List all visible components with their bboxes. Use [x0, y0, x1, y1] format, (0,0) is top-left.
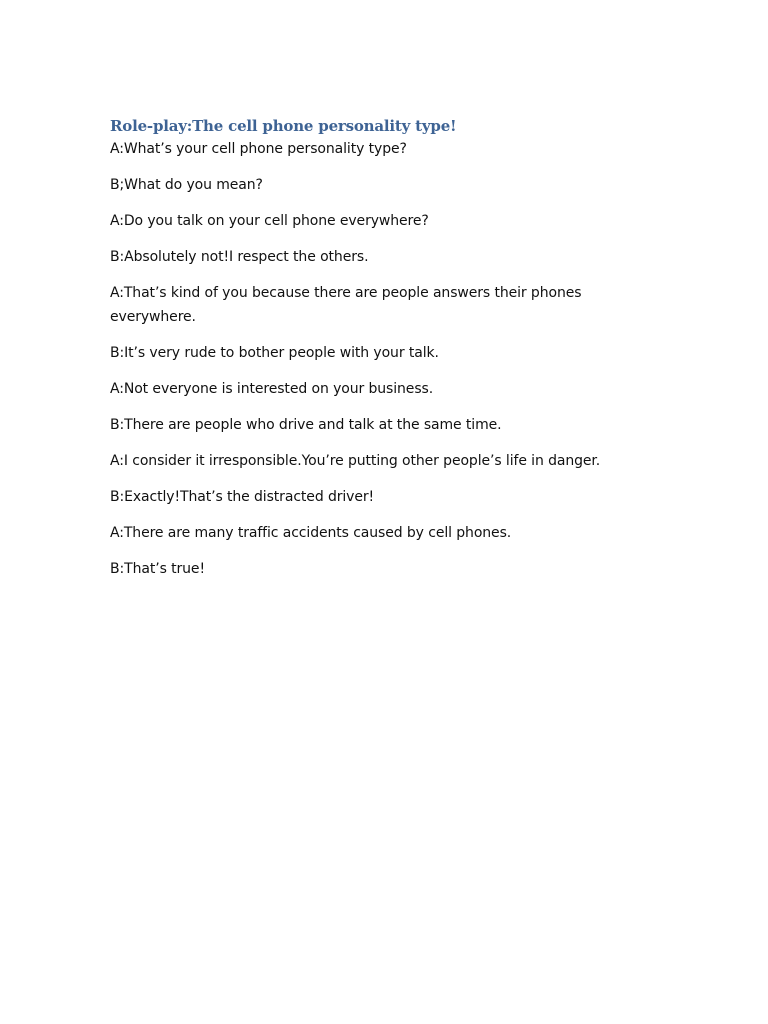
document-title: Role-play:The cell phone personality type!: [110, 117, 457, 135]
dialogue-line: B;What do you mean?: [110, 177, 263, 193]
dialogue-line: A:That’s kind of you because there are people answers their phones everywhere.: [110, 285, 582, 325]
dialogue-line: B:That’s true!: [110, 561, 205, 577]
dialogue-line: A:What’s your cell phone personality type?: [110, 141, 407, 157]
dialogue-line: B:There are people who drive and talk at the same time.: [110, 417, 502, 433]
dialogue-line: A:I consider it irresponsible.You’re putting other people’s life in danger.: [110, 453, 601, 469]
dialogue-line: B:Absolutely not!I respect the others.: [110, 249, 369, 265]
dialogue-line: B:Exactly!That’s the distracted driver!: [110, 489, 375, 505]
document-body: [110, 115, 670, 593]
dialogue-line: A:Not everyone is interested on your business.: [110, 381, 434, 397]
dialogue-line: A:There are many traffic accidents caused by cell phones.: [110, 525, 512, 541]
dialogue-line: B:It’s very rude to bother people with your talk.: [110, 345, 439, 361]
dialogue-line: A:Do you talk on your cell phone everywhere?: [110, 213, 429, 229]
